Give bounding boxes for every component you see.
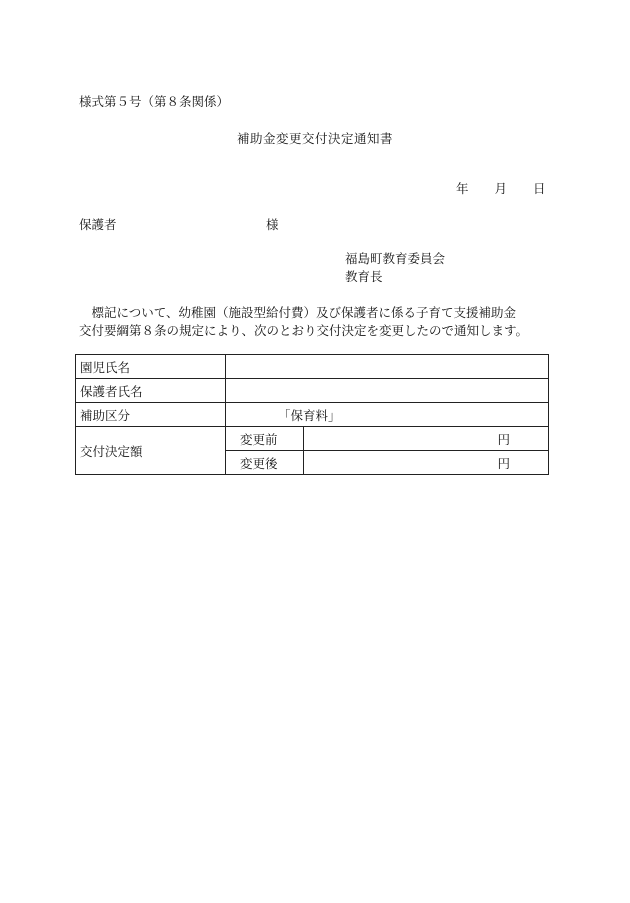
table-row [76, 355, 549, 379]
table-row [76, 403, 549, 427]
category-value: 「保育料」 [226, 403, 549, 427]
form-number: 様式第５号（第８条関係） [79, 94, 230, 109]
decision-amount-label: 交付決定額 [76, 427, 226, 475]
guardian-label: 保護者 [79, 217, 117, 232]
subsidy-info-table [75, 354, 549, 475]
before-change-amount: 円 [304, 427, 549, 451]
month-label: 月 [494, 181, 508, 196]
notice-body [79, 304, 559, 340]
document-title: 補助金変更交付決定通知書 [236, 131, 393, 146]
issuer-title: 教育長 [345, 269, 383, 284]
table-row [76, 379, 549, 403]
issuer-organization: 福島町教育委員会 [345, 251, 446, 266]
guardian-name-value [226, 379, 549, 403]
after-change-amount: 円 [304, 451, 549, 475]
guardian-name-label: 保護者氏名 [76, 379, 226, 403]
child-name-value [226, 355, 549, 379]
year-label: 年 [456, 181, 469, 196]
table-row [76, 427, 549, 451]
child-name-label: 園児氏名 [76, 355, 226, 379]
before-change-label: 変更前 [226, 427, 304, 451]
day-label: 日 [533, 181, 546, 196]
notice-body-line-2: 交付要綱第８条の規定により、次のとおり交付決定を変更したので通知します。 [79, 323, 529, 339]
category-label: 補助区分 [76, 403, 226, 427]
honorific-sama: 様 [266, 217, 279, 232]
date-line [456, 183, 546, 196]
after-change-label: 変更後 [226, 451, 304, 475]
notice-body-line-1: 標記について、幼稚園（施設型給付費）及び保護者に係る子育て支援補助金 [79, 305, 517, 320]
